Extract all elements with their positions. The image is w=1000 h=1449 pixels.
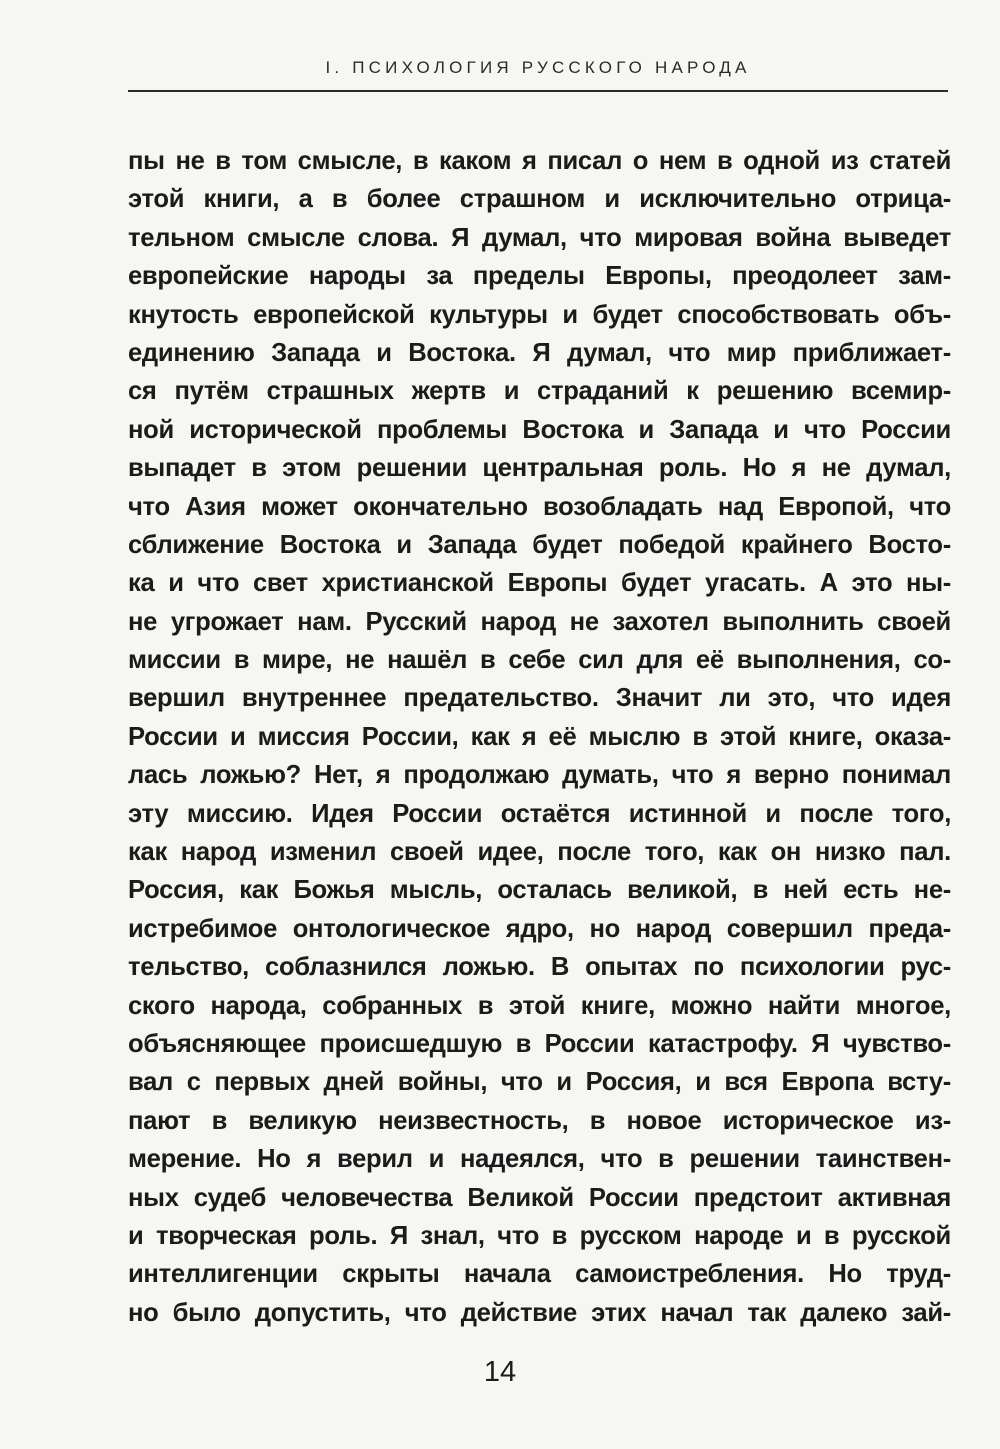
text-line: вал с первых дней войны, что и Россия, и вся Европа всту- (128, 1068, 951, 1097)
text-line: как народ изменил своей идее, после того, как он низко пал. (128, 838, 951, 867)
running-header: I. ПСИХОЛОГИЯ РУССКОГО НАРОДА (325, 58, 751, 77)
text-line: тельство, соблазнился ложью. В опытах по психологии рус- (128, 953, 951, 982)
text-line: ных судеб человечества Великой России предстоит активная (128, 1183, 951, 1212)
text-line: ского народа, собранных в этой книге, можно найти многое, (128, 991, 951, 1020)
text-line: лась ложью? Нет, я продолжаю думать, что я верно понимал (128, 761, 951, 790)
text-line: и творческая роль. Я знал, что в русском народе и в русской (128, 1221, 951, 1250)
text-line: мерение. Но я верил и надеялся, что в решении таинствен- (128, 1145, 951, 1174)
header-rule (128, 90, 948, 92)
text-line: что Азия может окончательно возобладать над Европой, что (128, 492, 951, 521)
page-number: 14 (483, 1356, 517, 1388)
text-line: ной исторической проблемы Востока и Запада и что России (128, 415, 951, 444)
text-line: тельном смысле слова. Я думал, что мировая война выведет (128, 223, 951, 252)
text-line: пы не в том смысле, в каком я писал о нем в одной из статей (128, 147, 951, 175)
text-line: России и миссия России, как я её мыслю в этой книге, оказа- (128, 722, 951, 751)
text-line: Россия, как Божья мысль, осталась великой, в ней есть не- (128, 876, 951, 905)
text-line: интеллигенции скрыты начала самоистребления. Но труд- (128, 1260, 951, 1289)
body-text (128, 142, 951, 1332)
text-line: этой книги, а в более страшном и исключительно отрица- (128, 185, 951, 214)
text-line: единению Запада и Востока. Я думал, что мир приближает- (128, 338, 951, 367)
text-line: но было допустить, что действие этих начал так далеко зай- (128, 1298, 951, 1327)
text-line: не угрожает нам. Русский народ не захотел выполнить своей (128, 607, 951, 636)
text-line: европейские народы за пределы Европы, преодолеет зам- (128, 262, 951, 291)
text-line: эту миссию. Идея России остаётся истинной и после того, (128, 799, 951, 828)
text-line: кнутость европейской культуры и будет способствовать объ- (128, 300, 951, 329)
text-line: ся путём страшных жертв и страданий к решению всемир- (128, 377, 951, 406)
text-line: ка и что свет христианской Европы будет угасать. А это ны- (128, 569, 951, 598)
text-line: сближение Востока и Запада будет победой крайнего Восто- (128, 530, 951, 559)
text-line: пают в великую неизвестность, в новое историческое из- (128, 1106, 951, 1135)
text-line: вершил внутреннее предательство. Значит ли это, что идея (128, 684, 951, 713)
text-line: истребимое онтологическое ядро, но народ совершил преда- (128, 914, 951, 943)
text-line: выпадет в этом решении центральная роль. Но я не думал, (128, 454, 951, 483)
text-line: объясняющее происшедшую в России катастрофу. Я чувство- (128, 1029, 951, 1058)
text-line: миссии в мире, не нашёл в себе сил для её выполнения, со- (128, 646, 951, 675)
